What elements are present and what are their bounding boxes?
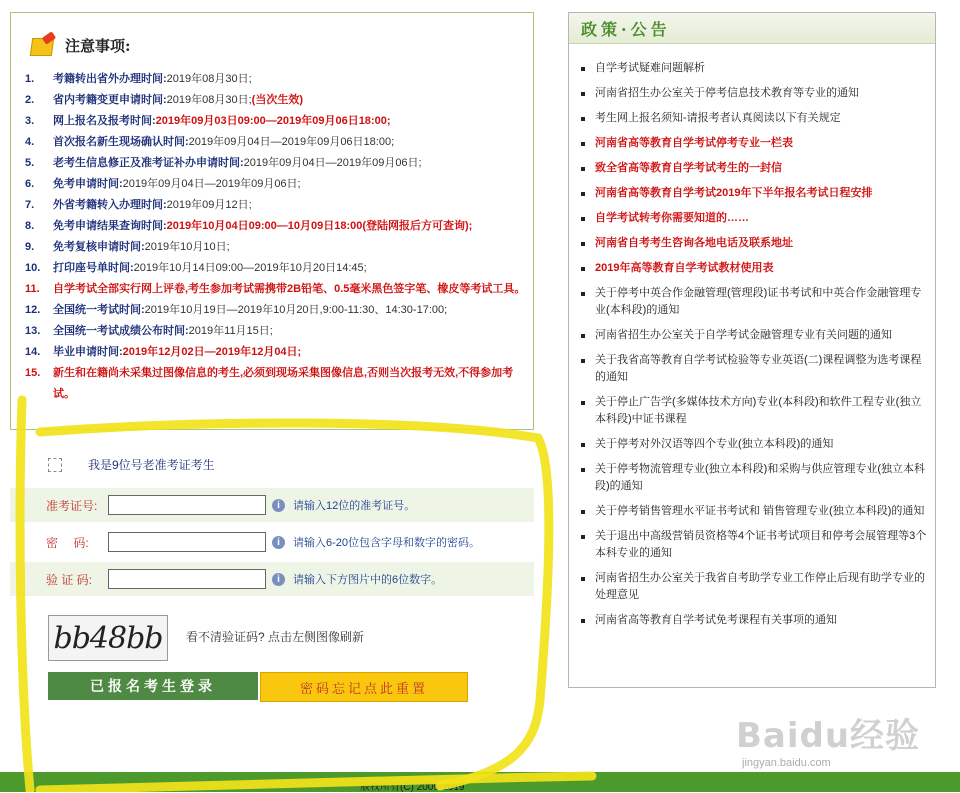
notice-item — [25, 174, 535, 195]
notice-item-text — [53, 69, 535, 90]
notice-item — [25, 258, 535, 279]
policy-link[interactable]: 关于停考中英合作金融管理(管理段)证书考试和中英合作金融管理专业(本科段)的通知 — [595, 281, 927, 323]
policy-link[interactable]: 河南省招生办公室关于自学考试金融管理专业有关问题的通知 — [595, 323, 927, 348]
policy-link[interactable]: 河南省高等教育自学考试2019年下半年报名考试日程安排 — [595, 181, 927, 206]
policy-link[interactable]: 河南省招生办公室关于停考信息技术教育等专业的通知 — [595, 81, 927, 106]
notice-item — [25, 237, 535, 258]
old-ticket-checkbox[interactable] — [48, 458, 62, 472]
password-label: 密 码: — [46, 535, 89, 550]
policy-link[interactable]: 关于停考物流管理专业(独立本科段)和采购与供应管理专业(独立本科段)的通知 — [595, 457, 927, 499]
captcha-input[interactable] — [108, 569, 266, 589]
policy-link[interactable]: 自学考试转考你需要知道的…… — [595, 206, 927, 231]
notice-item-value: 2019年10月10日; — [144, 241, 230, 253]
notice-item-emphasis: 2019年10月04日09:00—10月09日18:00(登陆网报后方可查询); — [166, 220, 473, 232]
policy-link[interactable]: 自学考试疑难问题解析 — [595, 56, 927, 81]
policy-header — [569, 13, 935, 44]
notice-item — [25, 363, 535, 405]
ticket-hint: 请输入12位的准考证号。 — [293, 500, 416, 512]
notice-item-number: 9. — [25, 241, 35, 253]
notice-item-label: 免考复核申请时间: — [53, 241, 145, 253]
notice-item-label: 首次报名新生现场确认时间: — [53, 136, 189, 148]
footer-bar — [0, 772, 960, 792]
notice-item-text — [53, 216, 535, 237]
notice-item — [25, 321, 535, 342]
notice-item-value: 2019年09月04日—2019年09月06日; — [122, 178, 301, 190]
notice-item-emphasis: 新生和在籍尚未采集过图像信息的考生,必须到现场采集图像信息,否则当次报考无效,不得参加考试。 — [53, 367, 514, 400]
notice-item-value: 2019年09月04日—2019年09月06日; — [243, 157, 422, 169]
policy-link[interactable]: 致全省高等教育自学考试考生的一封信 — [595, 156, 927, 181]
notice-item-number: 12. — [25, 304, 41, 316]
info-icon: i — [272, 536, 285, 549]
policy-link[interactable]: 关于停止广告学(多媒体技术方向)专业(本科段)和软件工程专业(独立本科段)中证书课程 — [595, 390, 927, 432]
notice-list — [25, 69, 535, 405]
notice-item-text — [53, 258, 535, 279]
copyright-text: 版权所有(C) 2009-2019 — [360, 782, 465, 793]
notice-item — [25, 195, 535, 216]
login-form — [10, 440, 534, 740]
notice-item-number: 13. — [25, 325, 41, 337]
notice-item-number: 3. — [25, 115, 35, 127]
notice-item-number: 8. — [25, 220, 35, 232]
policy-link[interactable]: 关于我省高等教育自学考试检验等专业英语(二)课程调整为选考课程的通知 — [595, 348, 927, 390]
password-input[interactable] — [108, 532, 266, 552]
notice-item-number: 15. — [25, 367, 41, 379]
notice-item-label: 毕业申请时间: — [53, 346, 123, 358]
notice-item-emphasis: (当次生效) — [251, 94, 303, 106]
policy-panel — [568, 12, 936, 688]
policy-link[interactable]: 河南省高等教育自学考试停考专业一栏表 — [595, 131, 927, 156]
notice-item-emphasis: 自学考试全部实行网上评卷,考生参加考试需携带2B铅笔、0.5毫米黑色签字笔、橡皮等考试工具。 — [53, 283, 526, 295]
notice-title: 注意事项: — [65, 36, 131, 55]
notice-item-label: 外省考籍转入办理时间: — [53, 199, 167, 211]
notice-item-value: 2019年08月30日; — [166, 94, 252, 106]
notice-item-text — [53, 195, 535, 216]
notice-item-text — [53, 342, 535, 363]
info-icon: i — [272, 499, 285, 512]
notice-item-text — [53, 90, 535, 111]
notice-item-text — [53, 111, 535, 132]
notice-item-text — [53, 132, 535, 153]
notice-item-number: 2. — [25, 94, 35, 106]
notice-item — [25, 153, 535, 174]
old-ticket-label: 我是9位号老准考证考生 — [88, 458, 215, 472]
notice-item-label: 省内考籍变更申请时间: — [53, 94, 167, 106]
captcha-hint: 请输入下方图片中的6位数字。 — [293, 574, 443, 586]
notice-item-number: 14. — [25, 346, 41, 358]
policy-list — [569, 44, 935, 633]
notice-item-value: 2019年09月04日—2019年09月06日18:00; — [188, 136, 395, 148]
policy-link[interactable]: 2019年高等教育自学考试教材使用表 — [595, 256, 927, 281]
captcha-refresh-hint: 看不清验证码? 点击左侧图像刷新 — [186, 630, 365, 644]
notice-item — [25, 69, 535, 90]
ticket-label: 准考证号: — [46, 498, 98, 513]
notice-item-label: 免考申请时间: — [53, 178, 123, 190]
notice-item — [25, 300, 535, 321]
ticket-row — [10, 488, 534, 522]
notice-item-emphasis: 2019年12月02日—2019年12月04日; — [122, 346, 302, 358]
notice-item-value: 2019年11月15日; — [188, 325, 273, 337]
notice-item-text — [53, 363, 535, 405]
notice-item-label: 免考申请结果查询时间: — [53, 220, 167, 232]
notice-panel — [10, 12, 534, 430]
watermark-logo: Baidu经验 — [736, 716, 921, 756]
notice-item-number: 1. — [25, 73, 35, 85]
policy-link[interactable]: 关于停考对外汉语等四个专业(独立本科段)的通知 — [595, 432, 927, 457]
notice-item-label: 打印座号单时间: — [53, 262, 134, 274]
notice-item-number: 6. — [25, 178, 35, 190]
captcha-row — [10, 562, 534, 596]
password-hint: 请输入6-20位包含字母和数字的密码。 — [293, 537, 481, 549]
notice-item-text — [53, 279, 535, 300]
policy-link[interactable]: 河南省高等教育自学考试免考课程有关事项的通知 — [595, 608, 927, 633]
notice-item-text — [53, 174, 535, 195]
notice-item — [25, 342, 535, 363]
notice-item-number: 7. — [25, 199, 35, 211]
notice-item-emphasis: 2019年09月03日09:00—2019年09月06日18:00; — [155, 115, 391, 127]
notice-item-value: 2019年10月14日09:00—2019年10月20日14:45; — [133, 262, 367, 274]
notice-item-number: 4. — [25, 136, 35, 148]
password-row — [10, 525, 534, 559]
notice-item-label: 全国统一考试成绩公布时间: — [53, 325, 189, 337]
notice-item-label: 考籍转出省外办理时间: — [53, 73, 167, 85]
notice-item — [25, 132, 535, 153]
notice-item-text — [53, 321, 535, 342]
captcha-label: 验 证 码: — [46, 572, 93, 587]
policy-title: 政策·公告 — [581, 19, 671, 39]
login-button[interactable]: 已报名考生登录 — [48, 672, 258, 700]
notice-item-value: 2019年08月30日; — [166, 73, 252, 85]
info-icon: i — [272, 573, 285, 586]
notice-item-label: 老考生信息修正及准考证补办申请时间: — [53, 157, 244, 169]
notice-item — [25, 90, 535, 111]
policy-link[interactable]: 考生网上报名须知-请报考者认真阅读以下有关规定 — [595, 106, 927, 131]
notepad-icon — [31, 34, 57, 56]
notice-item-value: 2019年09月12日; — [166, 199, 252, 211]
reset-password-button[interactable]: 密码忘记点此重置 — [260, 672, 468, 702]
policy-link[interactable]: 关于停考销售管理水平证书考试和 销售管理专业(独立本科段)的通知 — [595, 499, 927, 524]
notice-item-label: 网上报名及报考时间: — [53, 115, 156, 127]
watermark — [736, 708, 920, 769]
ticket-number-input[interactable] — [108, 495, 266, 515]
notice-item-label: 全国统一考试时间: — [53, 304, 145, 316]
captcha-image[interactable]: bb48bb — [48, 615, 168, 661]
notice-item-text — [53, 153, 535, 174]
notice-header — [31, 31, 131, 59]
notice-item-text — [53, 300, 535, 321]
policy-link[interactable]: 河南省自考考生咨询各地电话及联系地址 — [595, 231, 927, 256]
notice-item — [25, 216, 535, 237]
notice-item-number: 5. — [25, 157, 35, 169]
notice-item — [25, 279, 535, 300]
notice-item — [25, 111, 535, 132]
notice-item-number: 11. — [25, 283, 40, 295]
policy-link[interactable]: 关于退出中高级营销员资格等4个证书考试项目和停考会展管理等3个本科专业的通知 — [595, 524, 927, 566]
old-ticket-option[interactable] — [48, 456, 215, 473]
watermark-url: jingyan.baidu.com — [742, 757, 831, 769]
notice-item-value: 2019年10月19日—2019年10月20日,9:00-11:30、14:30-17:00; — [144, 304, 448, 316]
policy-link[interactable]: 河南省招生办公室关于我省自考助学专业工作停止后现有助学专业的处理意见 — [595, 566, 927, 608]
notice-item-text — [53, 237, 535, 258]
notice-item-number: 10. — [25, 262, 41, 274]
